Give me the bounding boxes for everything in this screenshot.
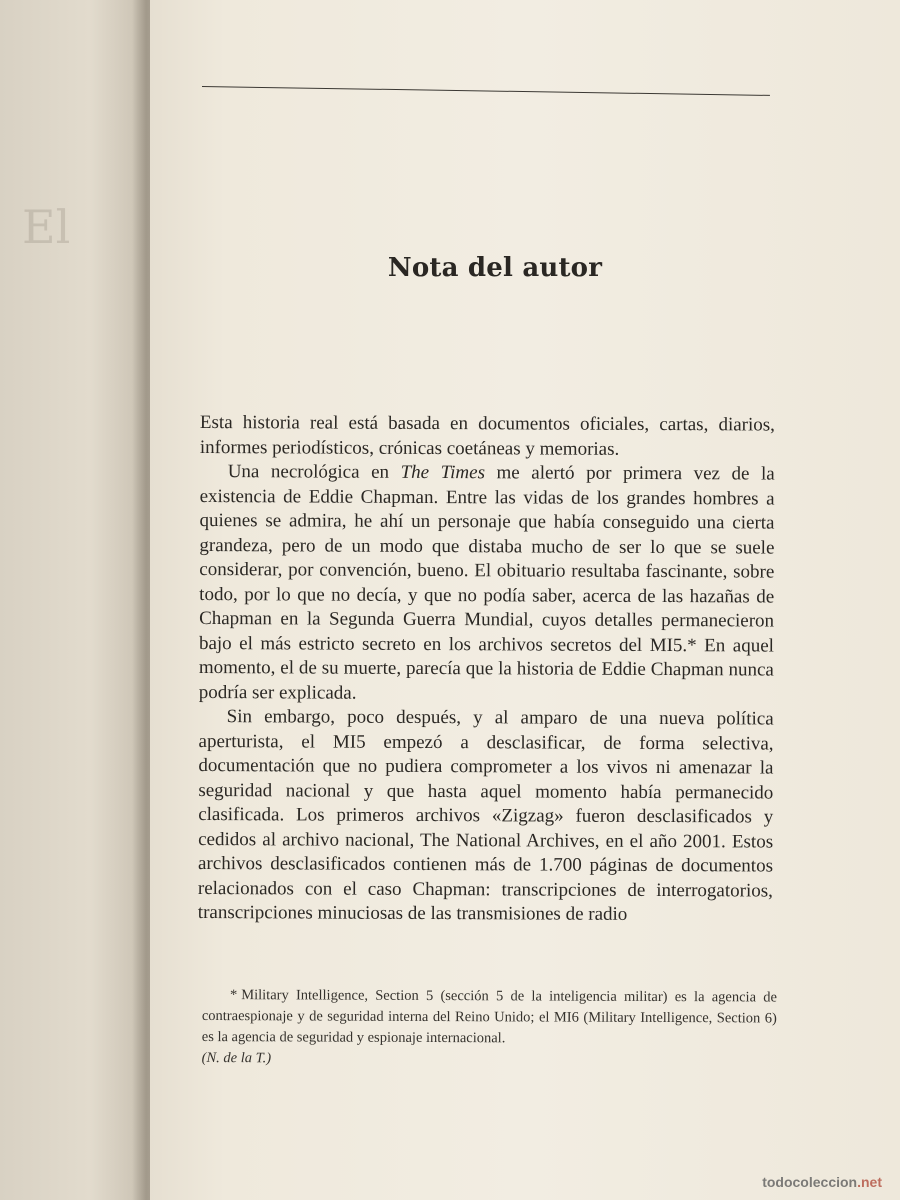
paragraph-1: Esta historia real está basada en documentos oficiales, cartas, diarios, informes periodísticos, crónicas coetáneas y memorias.	[199, 412, 775, 460]
book-page	[150, 0, 900, 1200]
footnote-indent	[202, 987, 230, 1003]
watermark-name: todocoleccion	[762, 1174, 858, 1190]
body-text	[198, 411, 775, 928]
paragraph-2	[199, 460, 775, 708]
paragraph-3: Sin embargo, poco después, y al amparo de una nueva política aperturista, el MI5 empezó a desclasificar, de forma selectiva, documentación que no pudiera comprometer a los vivos ni amenazar la seguridad nacional y que hasta aquel momento había permanecido clasificada. Los primeros archivos «Zigzag» fueron desclasificados y cedidos al archivo nacional, The National Archives, en el año 2001. Estos archivos desclasificados contienen más de 1.700 páginas de documentos relacionados con el caso Chapman: transcripciones de interrogatorios, transcripciones minuciosas de las transmisiones de radio	[197, 706, 774, 925]
newspaper-title: The Times	[400, 461, 486, 484]
watermark-tld: .net	[857, 1174, 882, 1190]
header-rule	[202, 86, 770, 96]
translator-note: (N. de la T.)	[201, 1049, 272, 1067]
footnote-text: Military Intelligence, Section 5 (sección 5 de la inteligencia militar) es la agencia de contraespionaje y de seguridad interna del Reino Unido; el MI6 (Military Intelligence, Section 6) es la agencia de seguridad y espionaje internacional.	[201, 987, 777, 1047]
paragraph-2-lead: Una necrológica en	[227, 461, 401, 483]
paragraph-2-rest: me alertó por primera vez de la existencia de Eddie Chapman. Entre las vidas de los grandes hombres a quienes se admira, he ahí un personaje que había conseguido una cierta grandeza, pero de un modo que distaba mucho de ser lo que se suele considerar, por convención, bueno. El obituario resultaba fascinante, sobre todo, por lo que no decía, y que no podía saber, acerca de las hazañas de Chapman en la Segunda Guerra Mundial, cuyos detalles permanecieron bajo el más estricto secreto en los archivos secretos del MI5.* En aquel momento, el de su muerte, parecía que la historia de Eddie Chapman nunca podría ser explicada.	[198, 462, 775, 704]
footnote-mark: *	[229, 987, 238, 1004]
facing-page	[0, 0, 150, 1200]
bleed-through-glyph: El	[22, 200, 71, 254]
watermark-logo	[762, 1174, 882, 1190]
footnote	[202, 985, 777, 1072]
chapter-title: Nota del autor	[387, 253, 603, 283]
